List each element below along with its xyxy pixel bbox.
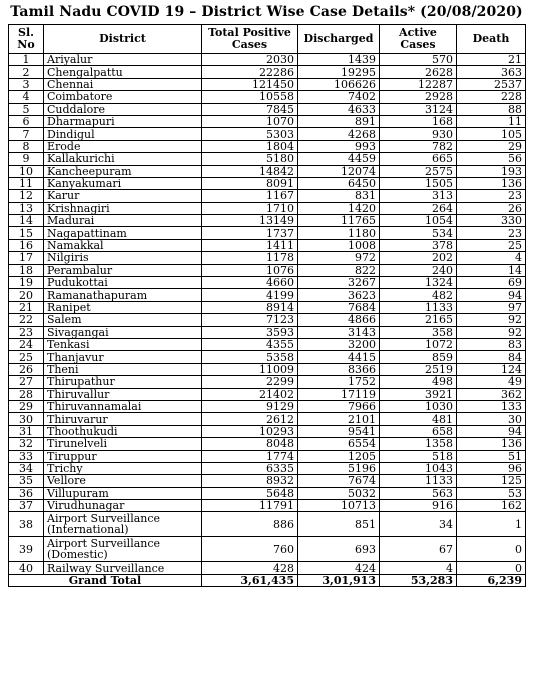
cell-discharged: 1008 bbox=[298, 239, 380, 251]
header-total-positive: Total Positive Cases bbox=[202, 25, 298, 54]
cell-active-cases: 658 bbox=[380, 425, 457, 437]
cell-sl-no: 34 bbox=[9, 462, 44, 474]
table-row bbox=[9, 388, 526, 400]
cell-death: 49 bbox=[457, 376, 526, 388]
cell-total-positive: 1774 bbox=[202, 450, 298, 462]
cell-district: Thirupathur bbox=[44, 376, 202, 388]
cell-total-positive: 886 bbox=[202, 512, 298, 537]
table-row bbox=[9, 450, 526, 462]
cell-total-positive: 5648 bbox=[202, 487, 298, 499]
cell-active-cases: 916 bbox=[380, 500, 457, 512]
cell-sl-no: 20 bbox=[9, 289, 44, 301]
cell-discharged: 972 bbox=[298, 252, 380, 264]
cell-active-cases: 2575 bbox=[380, 165, 457, 177]
cell-sl-no: 33 bbox=[9, 450, 44, 462]
cell-total-positive: 11009 bbox=[202, 363, 298, 375]
cell-death: 0 bbox=[457, 537, 526, 562]
cell-active-cases: 1043 bbox=[380, 462, 457, 474]
cell-discharged: 6450 bbox=[298, 177, 380, 189]
header-district: District bbox=[44, 25, 202, 54]
cell-active-cases: 358 bbox=[380, 326, 457, 338]
cell-total-positive: 1411 bbox=[202, 239, 298, 251]
cell-district: Airport Surveillance (International) bbox=[44, 512, 202, 537]
cell-active-cases: 482 bbox=[380, 289, 457, 301]
cell-active-cases: 2628 bbox=[380, 66, 457, 78]
table-row bbox=[9, 202, 526, 214]
cell-discharged: 10713 bbox=[298, 500, 380, 512]
cell-discharged: 17119 bbox=[298, 388, 380, 400]
cell-sl-no: 11 bbox=[9, 177, 44, 189]
cell-district: Tenkasi bbox=[44, 338, 202, 350]
cell-death: 25 bbox=[457, 239, 526, 251]
cell-active-cases: 3921 bbox=[380, 388, 457, 400]
table-row bbox=[9, 264, 526, 276]
cell-death: 330 bbox=[457, 215, 526, 227]
cell-discharged: 1205 bbox=[298, 450, 380, 462]
cell-total-positive: 5180 bbox=[202, 153, 298, 165]
cell-discharged: 4268 bbox=[298, 128, 380, 140]
cell-district: Virudhunagar bbox=[44, 500, 202, 512]
cell-sl-no: 17 bbox=[9, 252, 44, 264]
cell-active-cases: 378 bbox=[380, 239, 457, 251]
cell-total-positive: 4660 bbox=[202, 277, 298, 289]
cell-district: Ramanathapuram bbox=[44, 289, 202, 301]
cell-discharged: 3200 bbox=[298, 338, 380, 350]
table-row bbox=[9, 326, 526, 338]
cell-active-cases: 67 bbox=[380, 537, 457, 562]
cell-total-positive: 2299 bbox=[202, 376, 298, 388]
cell-sl-no: 32 bbox=[9, 438, 44, 450]
cell-district: Salem bbox=[44, 314, 202, 326]
grand-total-active: 53,283 bbox=[380, 574, 457, 586]
table-row bbox=[9, 215, 526, 227]
cell-active-cases: 1133 bbox=[380, 301, 457, 313]
cell-sl-no: 28 bbox=[9, 388, 44, 400]
cell-total-positive: 13149 bbox=[202, 215, 298, 227]
cell-active-cases: 2928 bbox=[380, 91, 457, 103]
cell-discharged: 822 bbox=[298, 264, 380, 276]
cell-active-cases: 481 bbox=[380, 413, 457, 425]
cell-death: 53 bbox=[457, 487, 526, 499]
cell-discharged: 7674 bbox=[298, 475, 380, 487]
cell-district: Ariyalur bbox=[44, 54, 202, 66]
cell-death: 162 bbox=[457, 500, 526, 512]
header-sl-no bbox=[9, 25, 44, 54]
cell-active-cases: 665 bbox=[380, 153, 457, 165]
cell-death: 92 bbox=[457, 314, 526, 326]
cell-death: 56 bbox=[457, 153, 526, 165]
cell-death: 4 bbox=[457, 252, 526, 264]
cell-district: Nagapattinam bbox=[44, 227, 202, 239]
cell-total-positive: 760 bbox=[202, 537, 298, 562]
cell-active-cases: 168 bbox=[380, 115, 457, 127]
cell-death: 30 bbox=[457, 413, 526, 425]
cell-total-positive: 1070 bbox=[202, 115, 298, 127]
cell-sl-no: 15 bbox=[9, 227, 44, 239]
cell-district: Kancheepuram bbox=[44, 165, 202, 177]
cell-discharged: 11765 bbox=[298, 215, 380, 227]
grand-total-death: 6,239 bbox=[457, 574, 526, 586]
cell-death: 92 bbox=[457, 326, 526, 338]
table-row bbox=[9, 227, 526, 239]
cell-death: 136 bbox=[457, 438, 526, 450]
cell-discharged: 3143 bbox=[298, 326, 380, 338]
cell-sl-no: 16 bbox=[9, 239, 44, 251]
cell-discharged: 8366 bbox=[298, 363, 380, 375]
cell-active-cases: 518 bbox=[380, 450, 457, 462]
cell-sl-no: 30 bbox=[9, 413, 44, 425]
cell-death: 97 bbox=[457, 301, 526, 313]
cell-active-cases: 264 bbox=[380, 202, 457, 214]
cell-district: Cuddalore bbox=[44, 103, 202, 115]
cell-total-positive: 10293 bbox=[202, 425, 298, 437]
cell-active-cases: 1054 bbox=[380, 215, 457, 227]
cell-district: Dindigul bbox=[44, 128, 202, 140]
cell-sl-no: 7 bbox=[9, 128, 44, 140]
cell-death: 2537 bbox=[457, 78, 526, 90]
table-row bbox=[9, 289, 526, 301]
cell-sl-no: 19 bbox=[9, 277, 44, 289]
table-row bbox=[9, 376, 526, 388]
cell-death: 362 bbox=[457, 388, 526, 400]
cell-total-positive: 121450 bbox=[202, 78, 298, 90]
table-row bbox=[9, 115, 526, 127]
cell-total-positive: 3593 bbox=[202, 326, 298, 338]
cell-discharged: 7402 bbox=[298, 91, 380, 103]
cell-sl-no: 10 bbox=[9, 165, 44, 177]
cell-total-positive: 2030 bbox=[202, 54, 298, 66]
cell-active-cases: 34 bbox=[380, 512, 457, 537]
table-row bbox=[9, 54, 526, 66]
cell-total-positive: 1804 bbox=[202, 140, 298, 152]
cell-sl-no: 25 bbox=[9, 351, 44, 363]
page-title: Tamil Nadu COVID 19 – District Wise Case Details* (20/08/2020) bbox=[10, 4, 523, 20]
cell-total-positive: 1710 bbox=[202, 202, 298, 214]
cell-discharged: 2101 bbox=[298, 413, 380, 425]
table-header-row bbox=[9, 25, 526, 54]
table-row bbox=[9, 103, 526, 115]
cell-sl-no: 24 bbox=[9, 338, 44, 350]
cell-discharged: 4459 bbox=[298, 153, 380, 165]
header-discharged: Discharged bbox=[298, 25, 380, 54]
cell-total-positive: 428 bbox=[202, 562, 298, 574]
table-row bbox=[9, 301, 526, 313]
grand-total-label: Grand Total bbox=[9, 574, 202, 586]
cell-district: Thoothukudi bbox=[44, 425, 202, 437]
cell-total-positive: 5358 bbox=[202, 351, 298, 363]
cell-active-cases: 498 bbox=[380, 376, 457, 388]
cell-discharged: 12074 bbox=[298, 165, 380, 177]
cell-district: Tirunelveli bbox=[44, 438, 202, 450]
cell-death: 94 bbox=[457, 425, 526, 437]
cell-discharged: 851 bbox=[298, 512, 380, 537]
cell-total-positive: 8932 bbox=[202, 475, 298, 487]
cell-discharged: 7966 bbox=[298, 400, 380, 412]
cell-sl-no: 3 bbox=[9, 78, 44, 90]
cell-discharged: 5032 bbox=[298, 487, 380, 499]
cell-district: Chengalpattu bbox=[44, 66, 202, 78]
cell-total-positive: 4355 bbox=[202, 338, 298, 350]
cell-sl-no: 4 bbox=[9, 91, 44, 103]
cell-active-cases: 570 bbox=[380, 54, 457, 66]
table-row bbox=[9, 153, 526, 165]
cell-death: 94 bbox=[457, 289, 526, 301]
cell-district: Tiruppur bbox=[44, 450, 202, 462]
cell-death: 51 bbox=[457, 450, 526, 462]
table-row bbox=[9, 66, 526, 78]
table-row bbox=[9, 165, 526, 177]
cell-discharged: 19295 bbox=[298, 66, 380, 78]
cell-total-positive: 10558 bbox=[202, 91, 298, 103]
cell-active-cases: 4 bbox=[380, 562, 457, 574]
table-row bbox=[9, 177, 526, 189]
cell-death: 83 bbox=[457, 338, 526, 350]
cell-district: Coimbatore bbox=[44, 91, 202, 103]
cell-death: 363 bbox=[457, 66, 526, 78]
cell-discharged: 4415 bbox=[298, 351, 380, 363]
cell-district: Theni bbox=[44, 363, 202, 375]
cell-discharged: 106626 bbox=[298, 78, 380, 90]
cell-death: 96 bbox=[457, 462, 526, 474]
cell-active-cases: 2165 bbox=[380, 314, 457, 326]
cell-district: Namakkal bbox=[44, 239, 202, 251]
cell-total-positive: 6335 bbox=[202, 462, 298, 474]
header-sl-text: Sl. No bbox=[17, 26, 35, 51]
table-row bbox=[9, 140, 526, 152]
table-row bbox=[9, 190, 526, 202]
table-row bbox=[9, 537, 526, 562]
cell-active-cases: 534 bbox=[380, 227, 457, 239]
cell-active-cases: 2519 bbox=[380, 363, 457, 375]
cell-sl-no: 36 bbox=[9, 487, 44, 499]
cell-sl-no: 29 bbox=[9, 400, 44, 412]
cell-sl-no: 8 bbox=[9, 140, 44, 152]
cell-total-positive: 1076 bbox=[202, 264, 298, 276]
cell-sl-no: 27 bbox=[9, 376, 44, 388]
cell-discharged: 993 bbox=[298, 140, 380, 152]
cell-district: Vellore bbox=[44, 475, 202, 487]
cell-district: Karur bbox=[44, 190, 202, 202]
cell-active-cases: 240 bbox=[380, 264, 457, 276]
table-row bbox=[9, 462, 526, 474]
cell-total-positive: 14842 bbox=[202, 165, 298, 177]
cell-death: 1 bbox=[457, 512, 526, 537]
cell-sl-no: 5 bbox=[9, 103, 44, 115]
cell-sl-no: 18 bbox=[9, 264, 44, 276]
cell-discharged: 7684 bbox=[298, 301, 380, 313]
cell-district: Trichy bbox=[44, 462, 202, 474]
cell-death: 133 bbox=[457, 400, 526, 412]
cell-total-positive: 8091 bbox=[202, 177, 298, 189]
table-row bbox=[9, 277, 526, 289]
header-death: Death bbox=[457, 25, 526, 54]
cell-total-positive: 1737 bbox=[202, 227, 298, 239]
cell-total-positive: 4199 bbox=[202, 289, 298, 301]
table-row bbox=[9, 91, 526, 103]
cell-discharged: 1420 bbox=[298, 202, 380, 214]
cell-total-positive: 11791 bbox=[202, 500, 298, 512]
cell-district: Thiruvallur bbox=[44, 388, 202, 400]
table-row bbox=[9, 562, 526, 574]
cell-discharged: 4633 bbox=[298, 103, 380, 115]
cell-sl-no: 40 bbox=[9, 562, 44, 574]
cell-discharged: 3267 bbox=[298, 277, 380, 289]
cell-district: Chennai bbox=[44, 78, 202, 90]
cell-district: Dharmapuri bbox=[44, 115, 202, 127]
cell-district: Madurai bbox=[44, 215, 202, 227]
cell-death: 23 bbox=[457, 227, 526, 239]
cell-total-positive: 21402 bbox=[202, 388, 298, 400]
cell-district: Kallakurichi bbox=[44, 153, 202, 165]
cell-death: 88 bbox=[457, 103, 526, 115]
cell-death: 14 bbox=[457, 264, 526, 276]
cell-total-positive: 1167 bbox=[202, 190, 298, 202]
cell-sl-no: 38 bbox=[9, 512, 44, 537]
cell-district: Kanyakumari bbox=[44, 177, 202, 189]
cell-sl-no: 1 bbox=[9, 54, 44, 66]
cell-discharged: 9541 bbox=[298, 425, 380, 437]
cell-sl-no: 21 bbox=[9, 301, 44, 313]
cell-active-cases: 1072 bbox=[380, 338, 457, 350]
grand-total-discharged: 3,01,913 bbox=[298, 574, 380, 586]
cell-district: Thiruvannamalai bbox=[44, 400, 202, 412]
table-row bbox=[9, 438, 526, 450]
cell-district: Airport Surveillance (Domestic) bbox=[44, 537, 202, 562]
cell-district: Sivagangai bbox=[44, 326, 202, 338]
cell-sl-no: 14 bbox=[9, 215, 44, 227]
table-row bbox=[9, 425, 526, 437]
cell-discharged: 1180 bbox=[298, 227, 380, 239]
table-row bbox=[9, 351, 526, 363]
table-row bbox=[9, 78, 526, 90]
cell-death: 105 bbox=[457, 128, 526, 140]
cell-sl-no: 23 bbox=[9, 326, 44, 338]
cell-sl-no: 31 bbox=[9, 425, 44, 437]
cell-sl-no: 13 bbox=[9, 202, 44, 214]
grand-total-row bbox=[9, 574, 526, 586]
cell-death: 29 bbox=[457, 140, 526, 152]
table-row bbox=[9, 475, 526, 487]
cell-discharged: 693 bbox=[298, 537, 380, 562]
cell-sl-no: 22 bbox=[9, 314, 44, 326]
cell-death: 84 bbox=[457, 351, 526, 363]
header-active-cases: Active Cases bbox=[380, 25, 457, 54]
cell-district: Railway Surveillance bbox=[44, 562, 202, 574]
cell-active-cases: 930 bbox=[380, 128, 457, 140]
cell-district: Villupuram bbox=[44, 487, 202, 499]
cell-active-cases: 1133 bbox=[380, 475, 457, 487]
table-row bbox=[9, 363, 526, 375]
cell-death: 26 bbox=[457, 202, 526, 214]
grand-total-positive: 3,61,435 bbox=[202, 574, 298, 586]
cell-death: 125 bbox=[457, 475, 526, 487]
cell-total-positive: 7123 bbox=[202, 314, 298, 326]
table-body bbox=[9, 54, 526, 575]
table-row bbox=[9, 239, 526, 251]
cell-total-positive: 8914 bbox=[202, 301, 298, 313]
cell-sl-no: 37 bbox=[9, 500, 44, 512]
cell-active-cases: 1324 bbox=[380, 277, 457, 289]
cell-death: 11 bbox=[457, 115, 526, 127]
cell-discharged: 6554 bbox=[298, 438, 380, 450]
cell-district: Thanjavur bbox=[44, 351, 202, 363]
cell-total-positive: 1178 bbox=[202, 252, 298, 264]
cell-discharged: 891 bbox=[298, 115, 380, 127]
cell-district: Thiruvarur bbox=[44, 413, 202, 425]
cell-discharged: 4866 bbox=[298, 314, 380, 326]
cell-discharged: 1752 bbox=[298, 376, 380, 388]
cell-district: Nilgiris bbox=[44, 252, 202, 264]
cell-death: 0 bbox=[457, 562, 526, 574]
table-row bbox=[9, 500, 526, 512]
cell-active-cases: 12287 bbox=[380, 78, 457, 90]
cell-sl-no: 12 bbox=[9, 190, 44, 202]
cell-total-positive: 22286 bbox=[202, 66, 298, 78]
cell-active-cases: 1358 bbox=[380, 438, 457, 450]
cell-active-cases: 1505 bbox=[380, 177, 457, 189]
cell-active-cases: 313 bbox=[380, 190, 457, 202]
table-row bbox=[9, 413, 526, 425]
cell-district: Ranipet bbox=[44, 301, 202, 313]
table-row bbox=[9, 252, 526, 264]
cell-discharged: 831 bbox=[298, 190, 380, 202]
cell-district: Perambalur bbox=[44, 264, 202, 276]
cell-death: 23 bbox=[457, 190, 526, 202]
cell-sl-no: 26 bbox=[9, 363, 44, 375]
cell-total-positive: 2612 bbox=[202, 413, 298, 425]
cell-district: Pudukottai bbox=[44, 277, 202, 289]
cell-discharged: 1439 bbox=[298, 54, 380, 66]
table-row bbox=[9, 512, 526, 537]
cell-active-cases: 3124 bbox=[380, 103, 457, 115]
cell-total-positive: 8048 bbox=[202, 438, 298, 450]
table-row bbox=[9, 400, 526, 412]
cell-district: Krishnagiri bbox=[44, 202, 202, 214]
cell-sl-no: 35 bbox=[9, 475, 44, 487]
cell-active-cases: 563 bbox=[380, 487, 457, 499]
cell-death: 69 bbox=[457, 277, 526, 289]
cell-death: 136 bbox=[457, 177, 526, 189]
cell-death: 228 bbox=[457, 91, 526, 103]
cell-death: 193 bbox=[457, 165, 526, 177]
cell-total-positive: 9129 bbox=[202, 400, 298, 412]
cell-death: 124 bbox=[457, 363, 526, 375]
district-case-table bbox=[8, 24, 526, 587]
table-row bbox=[9, 338, 526, 350]
cell-district: Erode bbox=[44, 140, 202, 152]
cell-discharged: 5196 bbox=[298, 462, 380, 474]
cell-discharged: 3623 bbox=[298, 289, 380, 301]
cell-active-cases: 859 bbox=[380, 351, 457, 363]
cell-total-positive: 5303 bbox=[202, 128, 298, 140]
cell-sl-no: 2 bbox=[9, 66, 44, 78]
cell-discharged: 424 bbox=[298, 562, 380, 574]
cell-active-cases: 782 bbox=[380, 140, 457, 152]
cell-active-cases: 1030 bbox=[380, 400, 457, 412]
table-row bbox=[9, 314, 526, 326]
cell-sl-no: 9 bbox=[9, 153, 44, 165]
cell-sl-no: 39 bbox=[9, 537, 44, 562]
cell-sl-no: 6 bbox=[9, 115, 44, 127]
table-row bbox=[9, 128, 526, 140]
cell-total-positive: 7845 bbox=[202, 103, 298, 115]
cell-death: 21 bbox=[457, 54, 526, 66]
cell-active-cases: 202 bbox=[380, 252, 457, 264]
table-row bbox=[9, 487, 526, 499]
